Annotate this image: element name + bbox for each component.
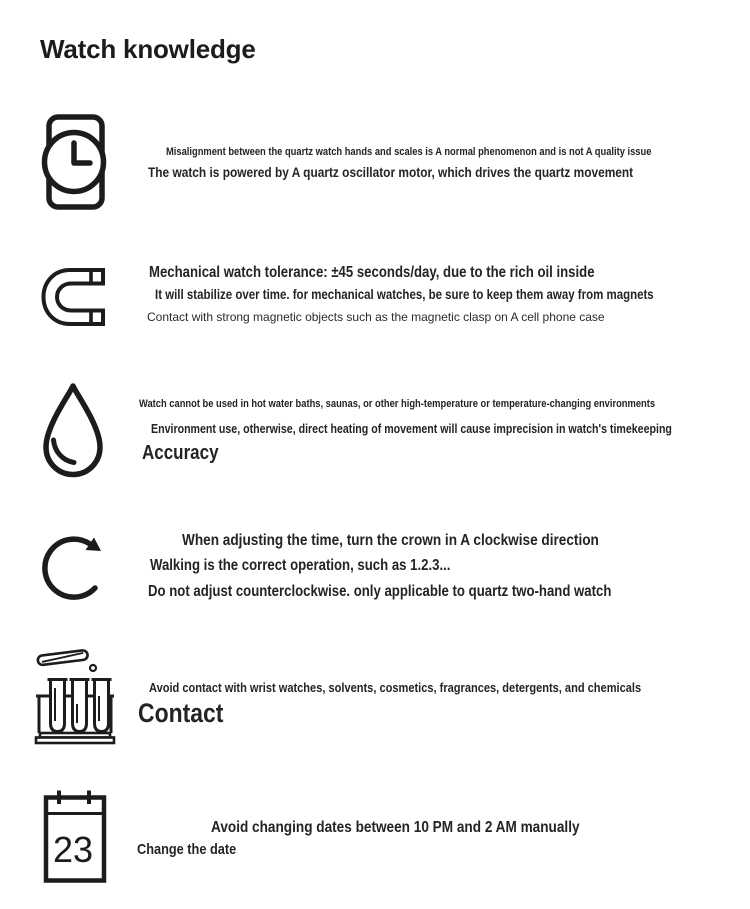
quartz-misalignment-note: Misalignment between the quartz watch hands and scales is A normal phenomenon and is not A quality issue xyxy=(166,146,652,158)
chemicals-warning-note: Avoid contact with wrist watches, solvents, cosmetics, fragrances, detergents, and chemicals xyxy=(149,680,642,695)
wristwatch-icon xyxy=(40,112,108,212)
temperature-warning-note: Watch cannot be used in hot water baths, saunas, or other high-temperature or temperature-changing environments xyxy=(139,398,656,410)
magnet-tolerance-heading: Mechanical watch tolerance: ±45 seconds/day, due to the rich oil inside xyxy=(149,264,595,281)
calendar-day: 23 xyxy=(52,829,94,870)
counterclockwise-warning-note: Do not adjust counterclockwise. only applicable to quartz two-hand watch xyxy=(148,583,612,600)
magnet-icon xyxy=(40,263,106,331)
environment-note: Environment use, otherwise, direct heating of movement will cause imprecision in watch's timekeeping xyxy=(151,422,672,436)
walking-operation-note: Walking is the correct operation, such as 1.2.3... xyxy=(150,557,451,574)
quartz-movement-note: The watch is powered by A quartz oscillator motor, which drives the quartz movement xyxy=(148,164,634,180)
contact-heading: Contact xyxy=(138,698,224,728)
test-tubes-icon xyxy=(34,644,116,746)
accuracy-heading: Accuracy xyxy=(142,442,219,464)
change-date-heading: Change the date xyxy=(137,841,237,858)
magnet-stabilize-note: It will stabilize over time. for mechanical watches, be sure to keep them away from magnets xyxy=(155,287,654,302)
date-change-warning-note: Avoid changing dates between 10 PM and 2 AM manually xyxy=(211,819,580,836)
clockwise-adjust-heading: When adjusting the time, turn the crown in A clockwise direction xyxy=(182,532,599,549)
water-drop-icon xyxy=(39,381,107,480)
page-title: Watch knowledge xyxy=(40,34,256,64)
clockwise-arrow-icon xyxy=(42,524,106,602)
calendar-icon xyxy=(43,789,107,884)
magnet-contact-note: Contact with strong magnetic objects such as the magnetic clasp on A cell phone case xyxy=(147,310,605,324)
